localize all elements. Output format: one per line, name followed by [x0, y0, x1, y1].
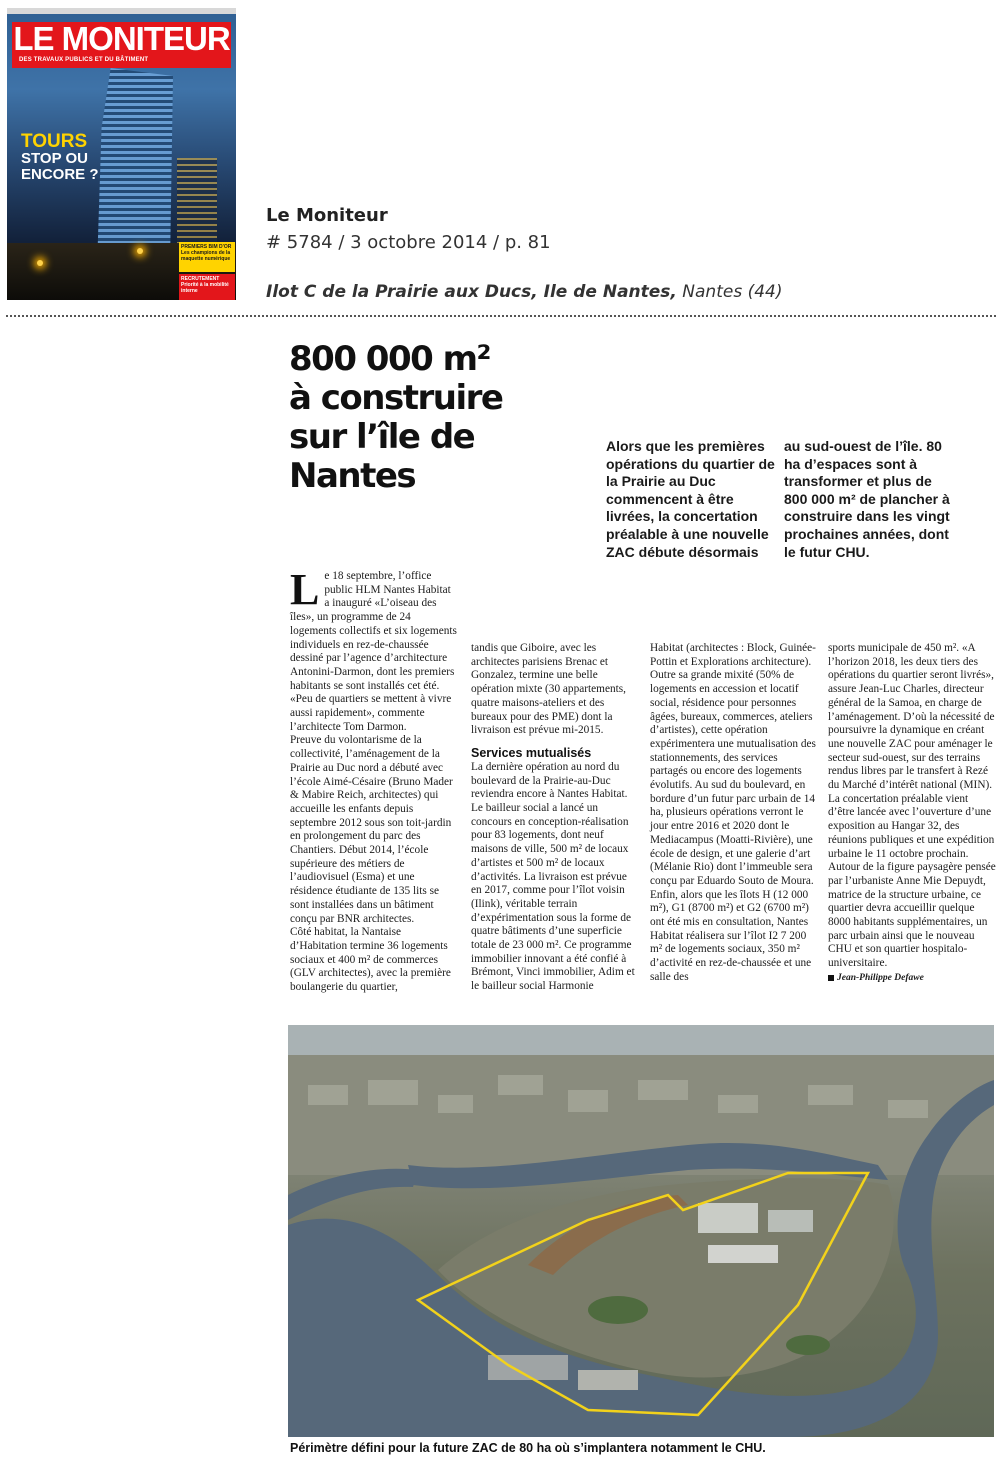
- headline-line: sur l’île de Nantes: [289, 417, 475, 496]
- article-column-4: [828, 642, 996, 983]
- publication-name: Le Moniteur: [266, 205, 388, 226]
- article-column-1: [290, 565, 458, 995]
- cover-logo: LE MONITEUR: [12, 22, 231, 68]
- paragraph: sports municipale de 450 m². «A l’horizon 2018, les deux tiers des opérations du quartier seront livrés», assure Jean-Luc Charles, directeur général de la Samoa, en charge de l’aménagement. D’où la nécessité de poursuivre la dynamique en créant une nouvelle ZAC pour aménager le secteur sud-ouest, sur des terrains rendus libres par le transfert à Rezé du Marché d’intérêt national (MIN). La concertation préalable vient d’être lancée avec l’ouverture d’une exposition au Hangar 32, des réunions publiques et une expédition urbaine le 11 octobre prochain. Autour de la figure paysagère pensée par l’urbaniste Anne Mie Depuydt, matrice de la structure urbaine, ce quartier devra accueillir quelque 8000 habitants supplémentaires, un parc urbain ainsi que le nouveau CHU et son quartier hospitalo-universitaire.: [828, 642, 996, 970]
- cover-logo-subtitle: DES TRAVAUX PUBLICS ET DU BÂTIMENT: [19, 57, 149, 63]
- paragraph: Côté habitat, la Nantaise d’Habitation termine 36 logements sociaux et 400 m² de commerces (GLV architectes), avec la première boulangerie du quartier,: [290, 926, 451, 994]
- cover-teaser-line: ENCORE ?: [21, 166, 99, 183]
- street-lamp-icon: [137, 248, 143, 254]
- project-place: Nantes (44): [676, 282, 783, 302]
- dotted-divider: [6, 315, 996, 317]
- street-lamp-icon: [37, 260, 43, 266]
- article-lead-part-1: Alors que les premières opérations du quartier de la Prairie au Duc commencent à être livrées, la concertation préalable à une nouvelle ZAC débute désormais: [606, 438, 775, 560]
- cover-box-title: PREMIERS BIM D'OR: [181, 244, 232, 250]
- cover-box-recruitment: [179, 274, 235, 300]
- photo-caption: Périmètre défini pour la future ZAC de 80 ha où s’implantera notamment le CHU.: [290, 1441, 766, 1455]
- cover-teaser: [21, 131, 99, 183]
- article-lead-part-2: au sud-ouest de l’île. 80 ha d’espaces sont à transformer et plus de 800 000 m² de plancher à construire dans les vingt prochaines années, dont le futur CHU.: [784, 438, 950, 560]
- article-column-3: [650, 642, 818, 985]
- warehouse-roof: [698, 1203, 758, 1233]
- aerial-photo-illustration: [288, 1025, 994, 1437]
- cover-tower-illustration: [97, 68, 173, 268]
- cover-box-bim: [179, 242, 235, 272]
- section-subheading: Services mutualisés: [471, 745, 592, 760]
- park-trees: [786, 1335, 830, 1355]
- project-reference: [266, 282, 783, 302]
- paragraph: e 18 septembre, l’office public HLM Nantes Habitat a inauguré «L’oiseau des îles», un programme de 24 logements collectifs et six logements individuels en rez-de-chaussée dessiné par l’agence d’architecture Antonini-Darmon, dont les premiers habitants se sont installés cet été. «Peu de quartiers se mettent à vivre aussi rapidement», commente l’architecte Tom Darmon.: [290, 570, 457, 733]
- cover-teaser-line: STOP OU: [21, 150, 88, 167]
- project-name: Ilot C de la Prairie aux Ducs, Ile de Nantes,: [266, 282, 677, 302]
- paragraph: La dernière opération au nord du boulevard de la Prairie-au-Duc reviendra encore à Nantes Habitat. Le bailleur social a lancé un concours en conception-réalisation pour 83 logements, dont neuf maisons de ville, 500 m² de locaux d’artistes et 500 m² de locaux d’activités. La livraison est prévue en 2017, comme pour l’îlot voisin (Ilink), véritable terrain d’expérimentation sous la forme de quatre bâtiments d’une superficie totale de 23 000 m². Ce programme immobilier innovant a été confié à Brémont, Vinci immobilier, Adim et le bailleur social Harmonie: [471, 760, 635, 993]
- warehouse-roof: [578, 1370, 638, 1390]
- park-trees: [588, 1296, 648, 1324]
- author-signature: [828, 973, 996, 983]
- paragraph: Habitat (architectes : Block, Guinée-Pottin et Explorations architecture). Outre sa grande mixité (50% de logements en accession et locatif social, résidence pour personnes âgées, bureaux, commerces, ateliers d’artistes), cette opération expérimentera une mutualisation des stationnements, des services partagés ou encore des logements évolutifs. Au sud du boulevard, en bordure d’un futur parc urbain de 14 ha, plusieurs opérations verront le jour entre 2016 et 2020 dont le Mediacampus (Moatti-Rivière), une école de design, et une galerie d’art (Mélanie Rio) dont l’immeuble sera conçu par Eduardo Souto de Moura. Enfin, alors que les îlots H (12 000 m²), G1 (8700 m²) et G2 (6700 m²) ont été mis en consultation, Nantes Habitat réalisera sur l’îlot I2 7 200 m² de logements sociaux, 350 m² d’activité en rez-de-chaussée et une salle des: [650, 642, 816, 983]
- river-west: [288, 1169, 418, 1220]
- paragraph: Preuve du volontarisme de la collectivité, l’aménagement de la Prairie au Duc nord a débuté avec l’école Aimé-Césaire (Bruno Mader & Mabire Reich, architectes) qui accueille les enfants depuis septembre 2012 sous son toit-jardin en prolongement du parc des Chantiers. Début 2014, l’école supérieure des métiers de l’audiovisuel (Esma) et une résidence étudiante de 135 lits se sont installées dans un bâtiment conçu par BNR architectes.: [290, 734, 453, 925]
- aerial-photo: [288, 1025, 994, 1437]
- paragraph: tandis que Giboire, avec les architectes parisiens Brenac et Gonzalez, termine une belle opération mixte (30 appartements, quatre maisons-ateliers et des bureaux pour des PME) dont la livraison est prévue mi-2015.: [471, 642, 626, 737]
- cover-box-text: Les champions de la maquette numérique: [181, 250, 231, 262]
- issue-reference: # 5784 / 3 octobre 2014 / p. 81: [266, 232, 551, 253]
- author-name: Jean-Philippe Defawe: [837, 972, 924, 983]
- drop-cap: L: [290, 565, 320, 614]
- headline-line: 800 000 m²: [289, 339, 490, 379]
- article-headline: [289, 340, 609, 496]
- article-column-2: [471, 642, 639, 994]
- magazine-cover-image: [7, 8, 236, 300]
- warehouse-roof: [708, 1245, 778, 1263]
- cover-box-title: RECRUTEMENT: [181, 276, 220, 282]
- cover-top-strip: [7, 8, 236, 14]
- signature-square-icon: [828, 975, 834, 981]
- headline-line: à construire: [289, 378, 503, 418]
- warehouse-roof: [768, 1210, 813, 1232]
- cover-box-text: Priorité à la mobilité interne: [181, 282, 229, 294]
- cover-teaser-highlight: TOURS: [21, 131, 88, 152]
